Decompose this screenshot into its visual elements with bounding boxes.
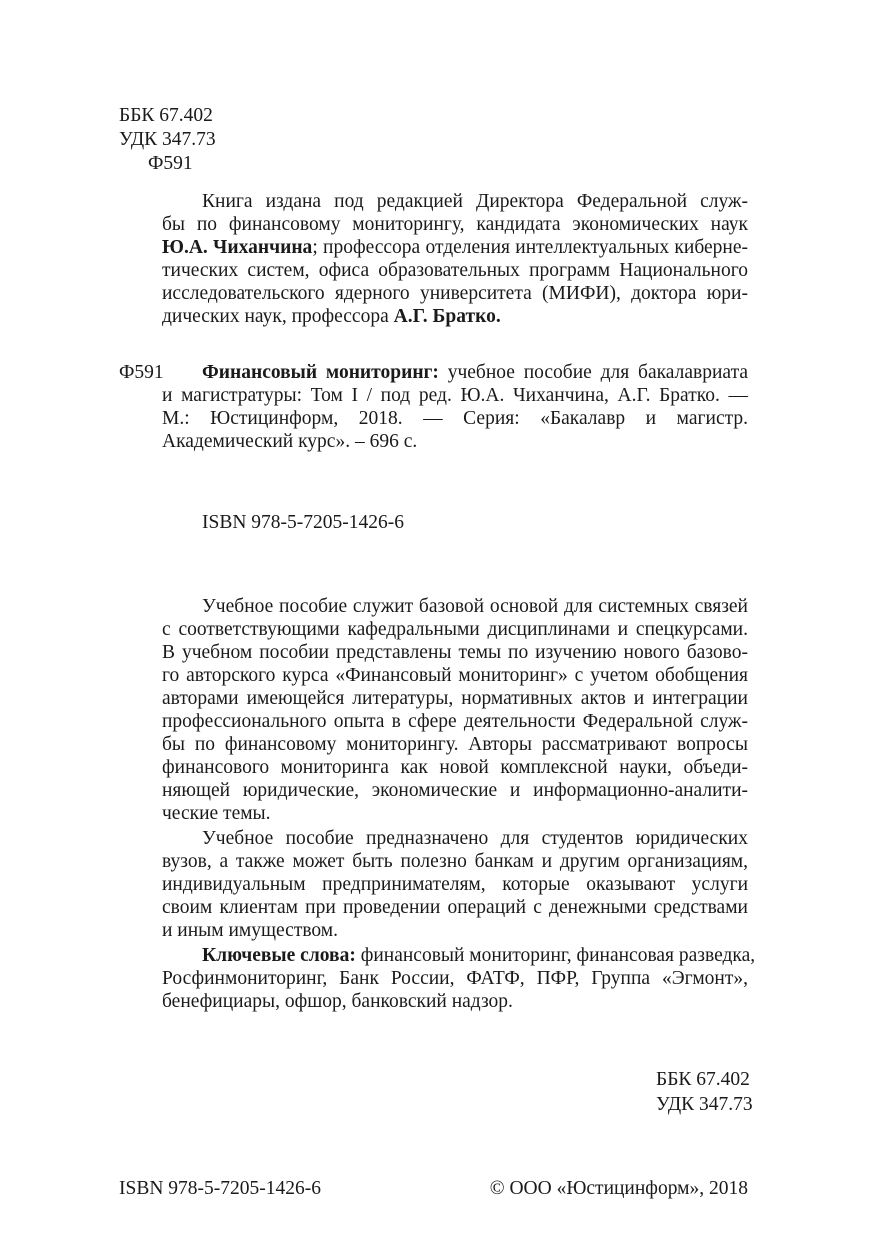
abstract-p2-line-4: своим клиентам при проведении операций с денежными средствами (162, 897, 748, 918)
catalog-line-2: и магистратуры: Том I / под ред. Ю.А. Чиханчина, А.Г. Братко. — (162, 385, 748, 406)
catalog-line-1 (202, 361, 748, 384)
abstract-p2-line-1: Учебное пособие предназначено для студентов юридических (202, 828, 748, 849)
catalog-code: Ф591 (119, 362, 164, 383)
abstract-p1-line-2: с соответствующими кафедральными дисциплинами и спецкурсами. (162, 619, 748, 640)
abstract-p1-line-10: ческие темы. (162, 803, 271, 824)
footer-copyright: © ООО «Юстицинформ», 2018 (489, 1178, 748, 1199)
abstract-p1-line-6: профессионального опыта в сфере деятельности Федеральной служ- (162, 711, 748, 732)
keywords-line-1 (202, 944, 756, 967)
classification-udk: УДК 347.73 (656, 1094, 753, 1115)
classification-bbk: ББК 67.402 (656, 1069, 750, 1090)
editorial-line-2: бы по финансовому мониторингу, кандидата экономических наук (162, 214, 748, 235)
editorial-line-6 (162, 305, 748, 328)
abstract-p1-line-5: авторами имеющейся литературы, нормативных актов и интеграции (162, 688, 748, 709)
header-udk: УДК 347.73 (119, 129, 216, 150)
abstract-p1-line-3: В учебном пособии представлены темы по изучению нового базово- (162, 642, 748, 663)
header-code: Ф591 (148, 153, 193, 174)
abstract-p1-line-8: финансового мониторинга как новой комплексной науки, объеди- (162, 757, 748, 778)
editorial-line-3-rest: ; профессора отделения интеллектуальных киберне- (312, 237, 748, 258)
editorial-line-5: исследовательского ядерного университета (МИФИ), доктора юри- (162, 283, 748, 304)
keywords-label: Ключевые слова: (202, 945, 356, 966)
catalog-line-3: М.: Юстицинформ, 2018. — Серия: «Бакалавр и магистр. (162, 408, 748, 429)
header-bbk: ББК 67.402 (119, 105, 213, 126)
isbn-main: ISBN 978-5-7205-1426-6 (202, 512, 405, 533)
editorial-line-3 (162, 236, 748, 259)
catalog-line-4: Академический курс». – 696 с. (162, 431, 418, 452)
footer-isbn: ISBN 978-5-7205-1426-6 (119, 1178, 322, 1199)
abstract-p1-line-4: го авторского курса «Финансовый мониторинг» с учетом обобщения (162, 665, 748, 686)
catalog-title: Финансовый мониторинг: (202, 362, 439, 383)
keywords-line-1-rest: финансовый мониторинг, финансовая разведка, (355, 945, 756, 966)
abstract-p2-line-3: индивидуальным предпринимателям, которые оказывают услуги (162, 874, 748, 895)
editorial-line-1: Книга издана под редакцией Директора Федеральной служ- (202, 191, 748, 212)
editorial-line-4: тических систем, офиса образовательных программ Национального (162, 260, 748, 281)
abstract-p1-line-9: няющей юридические, экономические и информационно-аналити- (162, 780, 748, 801)
catalog-line-1-rest: учебное пособие для бакалавриата (438, 362, 748, 383)
keywords-line-2: Росфинмониторинг, Банк России, ФАТФ, ПФР, Группа «Эгмонт», (162, 968, 748, 989)
abstract-p2-line-2: вузов, а также может быть полезно банкам и другим организациям, (162, 851, 748, 872)
editor-name-bratko: А.Г. Братко. (393, 306, 501, 327)
abstract-p2-line-5: и иным имуществом. (162, 920, 339, 941)
abstract-p1-line-7: бы по финансовому мониторингу. Авторы рассматривают вопросы (162, 734, 748, 755)
keywords-line-3: бенефициары, офшор, банковский надзор. (162, 991, 513, 1012)
editorial-line-6-start: дических наук, профессора (162, 306, 394, 327)
abstract-p1-line-1: Учебное пособие служит базовой основой для системных связей (202, 596, 748, 617)
editor-name-chikhanchin: Ю.А. Чиханчина (162, 237, 313, 258)
